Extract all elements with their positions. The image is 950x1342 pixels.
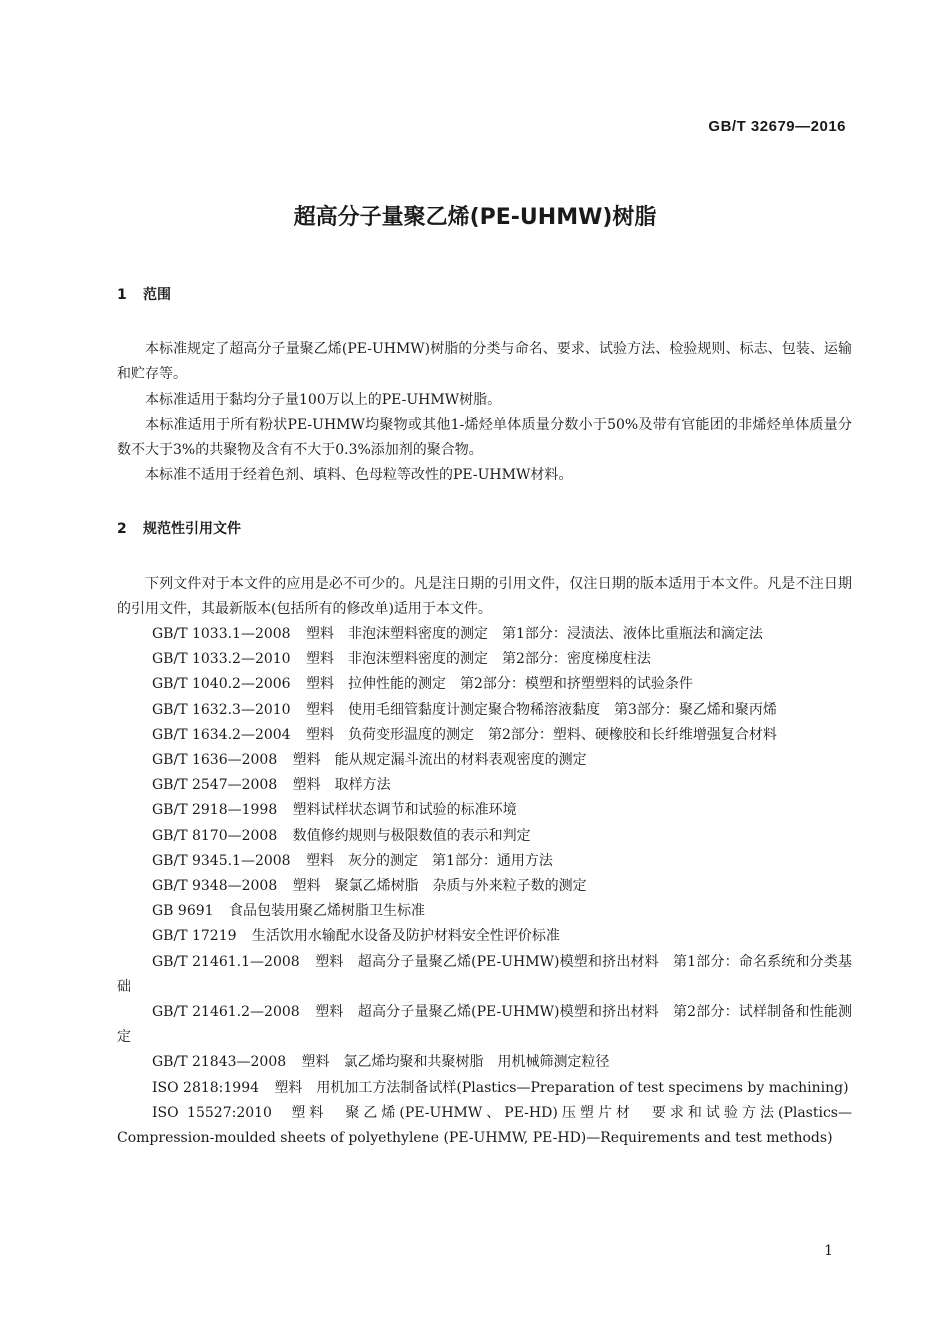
- reference-code: ISO 15527:2010: [152, 1104, 272, 1121]
- reference-code: GB/T 8170—2008: [152, 827, 278, 844]
- reference-item: [117, 1000, 852, 1050]
- scope-paragraph: 本标准适用于所有粉状PE-UHMW均聚物或其他1-烯烃单体质量分数小于50%及带有官能团的非烯烃单体质量分数不大于3%的共聚物及含有不大于0.3%添加剂的聚合物。: [117, 416, 852, 459]
- reference-item: [117, 1101, 852, 1151]
- document-title: 超高分子量聚乙烯(PE-UHMW)树脂: [293, 205, 657, 230]
- reference-item: [117, 1050, 852, 1075]
- section-1-title: 范围: [143, 287, 171, 303]
- reference-code: GB/T 1033.1—2008: [152, 626, 291, 643]
- reference-item: [117, 723, 852, 748]
- document-body: [117, 283, 852, 1151]
- reference-item: [117, 622, 852, 647]
- reference-code: GB/T 21461.2—2008: [152, 1004, 300, 1021]
- reference-title: 塑料 使用毛细管黏度计测定聚合物稀溶液黏度 第3部分：聚乙烯和聚丙烯: [305, 701, 777, 718]
- reference-code: GB/T 2918—1998: [152, 802, 278, 819]
- reference-title: 塑料 非泡沫塑料密度的测定 第1部分：浸渍法、液体比重瓶法和滴定法: [305, 626, 763, 643]
- reference-item: [117, 647, 852, 672]
- reference-title: 塑料 聚乙烯(PE-UHMW、PE-HD)压塑片材 要求和试验方法(Plastics—Compression-moulded sheets of polyethylene (PE-UHMW, PE-HD)—Requirements and test methods): [117, 1104, 852, 1147]
- reference-title: 塑料 负荷变形温度的测定 第2部分：塑料、硬橡胶和长纤维增强复合材料: [305, 726, 777, 743]
- reference-code: GB/T 1636—2008: [152, 752, 278, 769]
- reference-item: [117, 924, 852, 949]
- reference-code: GB/T 21461.1—2008: [152, 953, 300, 970]
- scope-paragraph: 本标准规定了超高分子量聚乙烯(PE-UHMW)树脂的分类与命名、要求、试验方法、检验规则、标志、包装、运输和贮存等。: [117, 341, 852, 383]
- reference-item: [117, 824, 852, 849]
- reference-title: 塑料 能从规定漏斗流出的材料表观密度的测定: [292, 752, 587, 769]
- reference-title: 塑料 非泡沫塑料密度的测定 第2部分：密度梯度柱法: [305, 651, 651, 668]
- reference-code: GB/T 9348—2008: [152, 878, 278, 895]
- reference-item: [117, 849, 852, 874]
- reference-item: [117, 798, 852, 823]
- reference-code: GB/T 1033.2—2010: [152, 651, 291, 668]
- page-number: 1: [824, 1243, 833, 1259]
- reference-item: [117, 773, 852, 798]
- reference-item: [117, 950, 852, 1000]
- scope-paragraph: 本标准不适用于经着色剂、填料、色母粒等改性的PE-UHMW材料。: [145, 467, 573, 484]
- reference-title: 塑料 用机加工方法制备试样(Plastics—Preparation of test specimens by machining): [274, 1079, 849, 1096]
- reference-code: GB/T 1634.2—2004: [152, 726, 291, 743]
- reference-item: [117, 899, 852, 924]
- reference-title: 食品包装用聚乙烯树脂卫生标准: [228, 903, 425, 920]
- section-1-heading: [117, 283, 852, 308]
- reference-code: GB/T 21843—2008: [152, 1054, 287, 1071]
- section-2-number: 2: [117, 521, 127, 538]
- reference-item: [117, 748, 852, 773]
- reference-item: [117, 874, 852, 899]
- section-2-title: 规范性引用文件: [143, 521, 241, 538]
- reference-code: GB/T 1632.3—2010: [152, 701, 291, 718]
- reference-title: 塑料 超高分子量聚乙烯(PE-UHMW)模塑和挤出材料 第1部分：命名系统和分类基础: [117, 953, 853, 995]
- reference-title: 数值修约规则与极限数值的表示和判定: [292, 827, 531, 844]
- reference-title: 塑料 取样方法: [292, 777, 391, 794]
- reference-item: [117, 698, 852, 723]
- references-intro: 下列文件对于本文件的应用是必不可少的。凡是注日期的引用文件，仅注日期的版本适用于本文件。凡是不注日期的引用文件，其最新版本(包括所有的修改单)适用于本文件。: [117, 575, 852, 617]
- reference-title: 塑料 拉伸性能的测定 第2部分：模塑和挤塑塑料的试验条件: [305, 676, 693, 693]
- scope-paragraph: 本标准适用于黏均分子量100万以上的PE-UHMW树脂。: [145, 391, 502, 408]
- reference-code: ISO 2818:1994: [152, 1079, 260, 1096]
- reference-item: [117, 672, 852, 697]
- reference-title: 塑料 聚氯乙烯树脂 杂质与外来粒子数的测定: [292, 878, 587, 895]
- standard-code: GB/T 32679—2016: [708, 118, 846, 135]
- reference-title: 塑料 超高分子量聚乙烯(PE-UHMW)模塑和挤出材料 第2部分：试样制备和性能测定: [117, 1004, 853, 1046]
- reference-title: 塑料 氯乙烯均聚和共聚树脂 用机械筛测定粒径: [301, 1054, 610, 1071]
- reference-title: 生活饮用水输配水设备及防护材料安全性评价标准: [251, 928, 560, 945]
- section-1-number: 1: [117, 287, 127, 303]
- reference-code: GB/T 2547—2008: [152, 777, 278, 794]
- reference-code: GB/T 17219: [152, 928, 237, 945]
- reference-code: GB/T 1040.2—2006: [152, 676, 291, 693]
- reference-item: [117, 1076, 852, 1101]
- section-2-heading: [117, 517, 852, 542]
- reference-title: 塑料试样状态调节和试验的标准环境: [292, 802, 517, 819]
- reference-code: GB/T 9345.1—2008: [152, 852, 291, 869]
- reference-title: 塑料 灰分的测定 第1部分：通用方法: [305, 852, 553, 869]
- reference-code: GB 9691: [152, 903, 214, 920]
